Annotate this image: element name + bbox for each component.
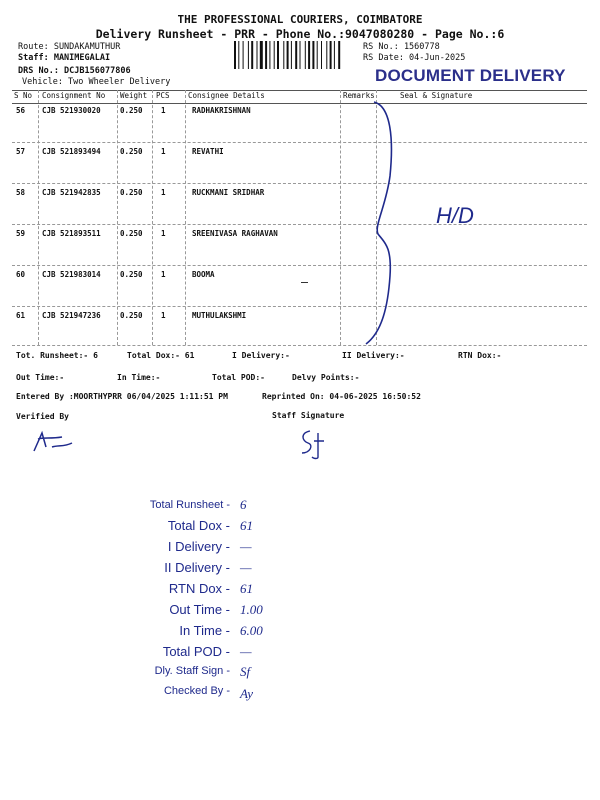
row-consignee: BOOMA <box>192 270 215 279</box>
company-title: THE PROFESSIONAL COURIERS, COIMBATORE <box>177 13 423 26</box>
delvy-points: Delvy Points:- <box>292 373 360 382</box>
row-consignee: RUCKMANI SRIDHAR <box>192 188 265 197</box>
rs-date: RS Date: 04-Jun-2025 <box>363 53 466 63</box>
row-consignment: CJB 521947236 <box>42 311 101 320</box>
row-weight: 0.250 <box>120 106 143 115</box>
row-consignee: RADHAKRISHNAN <box>192 106 251 115</box>
reprinted-on: Reprinted On: 04-06-2025 16:50:52 <box>262 392 421 401</box>
row-consignee: SREENIVASA RAGHAVAN <box>192 229 278 238</box>
handwritten-remark: H/D <box>436 203 474 228</box>
col-pcs: PCS <box>156 91 170 100</box>
tot-runsheet: Tot. Runsheet:- 6 <box>16 351 98 360</box>
pen-mark <box>301 282 308 283</box>
document-delivery-stamp: DOCUMENT DELIVERY <box>375 66 566 85</box>
row-consignment: CJB 521893511 <box>42 229 101 238</box>
rs-number: RS No.: 1560778 <box>363 42 440 52</box>
stamp-total-pod-label: Total POD - <box>162 644 230 659</box>
route-label: Route: SUNDAKAMUTHUR <box>18 42 121 52</box>
stamp-in-time-value: 6.00 <box>240 623 263 638</box>
in-time: In Time:- <box>117 373 161 382</box>
stamp-total-dox-value: 61 <box>240 518 253 533</box>
verifier-signature <box>28 425 78 455</box>
row-consignment: CJB 521930020 <box>42 106 101 115</box>
col-sno: S No <box>14 91 33 100</box>
row-consignee: MUTHULAKSHMI <box>192 311 247 320</box>
row-pcs: 1 <box>161 270 166 279</box>
stamp-total-pod-value: — <box>240 644 252 659</box>
col-consignee: Consignee Details <box>188 91 265 100</box>
ii-delivery: II Delivery:- <box>342 351 405 360</box>
total-pod: Total POD:- <box>212 373 265 382</box>
row-pcs: 1 <box>161 188 166 197</box>
row-weight: 0.250 <box>120 311 143 320</box>
total-dox: Total Dox:- 61 <box>127 351 195 360</box>
verified-by: Verified By <box>16 412 69 421</box>
rtn-dox: RTN Dox:- <box>458 351 502 360</box>
out-time: Out Time:- <box>16 373 65 382</box>
stamp-ii-delivery-label: II Delivery - <box>164 560 230 575</box>
stamp-rtn-dox-label: RTN Dox - <box>168 581 230 596</box>
row-consignee: REVATHI <box>192 147 224 156</box>
row-weight: 0.250 <box>120 188 143 197</box>
staff-signature <box>296 425 330 461</box>
stamp-checked-by-label: Checked By - <box>163 685 230 697</box>
stamp-checked-by-value: Ay <box>240 686 253 701</box>
stamp-total-dox-label: Total Dox - <box>167 518 230 533</box>
staff-signature-label: Staff Signature <box>272 411 345 420</box>
row-weight: 0.250 <box>120 229 143 238</box>
stamp-rtn-dox-value: 61 <box>240 581 253 596</box>
runsheet-subtitle: Delivery Runsheet - PRR - Phone No.:9047080280 - Page No.:6 <box>95 27 505 41</box>
row-pcs: 1 <box>161 106 166 115</box>
row-weight: 0.250 <box>120 147 143 156</box>
stamp-out-time-value: 1.00 <box>240 602 263 617</box>
col-consignment: Consignment No <box>42 91 106 100</box>
row-consignment: CJB 521893494 <box>42 147 101 156</box>
row-sno: 58 <box>16 188 26 197</box>
row-sno: 61 <box>16 311 26 320</box>
stamp-i-delivery-label: I Delivery - <box>167 539 230 554</box>
drs-label: DRS No.: DCJB156077806 <box>18 66 131 76</box>
row-pcs: 1 <box>161 229 166 238</box>
row-consignment: CJB 521942835 <box>42 188 101 197</box>
barcode-graphic <box>233 41 359 69</box>
stamp-out-time-label: Out Time - <box>169 602 230 617</box>
entered-by: Entered By :MOORTHYPRR 06/04/2025 1:11:51 PM <box>16 392 228 401</box>
stamp-staff-sign-value: Sf <box>240 664 251 679</box>
row-pcs: 1 <box>161 311 166 320</box>
stamp-staff-sign-label: Dly. Staff Sign - <box>154 665 230 677</box>
row-sno: 59 <box>16 229 26 238</box>
col-remarks: Remarks <box>343 91 375 100</box>
row-weight: 0.250 <box>120 270 143 279</box>
staff-label: Staff: MANIMEGALAI <box>18 53 111 63</box>
stamp-in-time-label: In Time - <box>179 623 230 638</box>
col-seal: Seal & Signature <box>400 91 473 100</box>
row-sno: 56 <box>16 106 26 115</box>
stamp-ii-delivery-value: — <box>240 560 252 575</box>
i-delivery: I Delivery:- <box>232 351 290 360</box>
vehicle-label: Vehicle: Two Wheeler Delivery <box>22 77 171 87</box>
row-sno: 57 <box>16 147 26 156</box>
col-weight: Weight <box>120 91 148 100</box>
row-consignment: CJB 521983014 <box>42 270 101 279</box>
row-sno: 60 <box>16 270 26 279</box>
row-pcs: 1 <box>161 147 166 156</box>
stamp-total-runsheet-value: 6 <box>240 497 247 512</box>
stamp-i-delivery-value: — <box>240 539 252 554</box>
stamp-total-runsheet-label: Total Runsheet - <box>149 499 230 511</box>
